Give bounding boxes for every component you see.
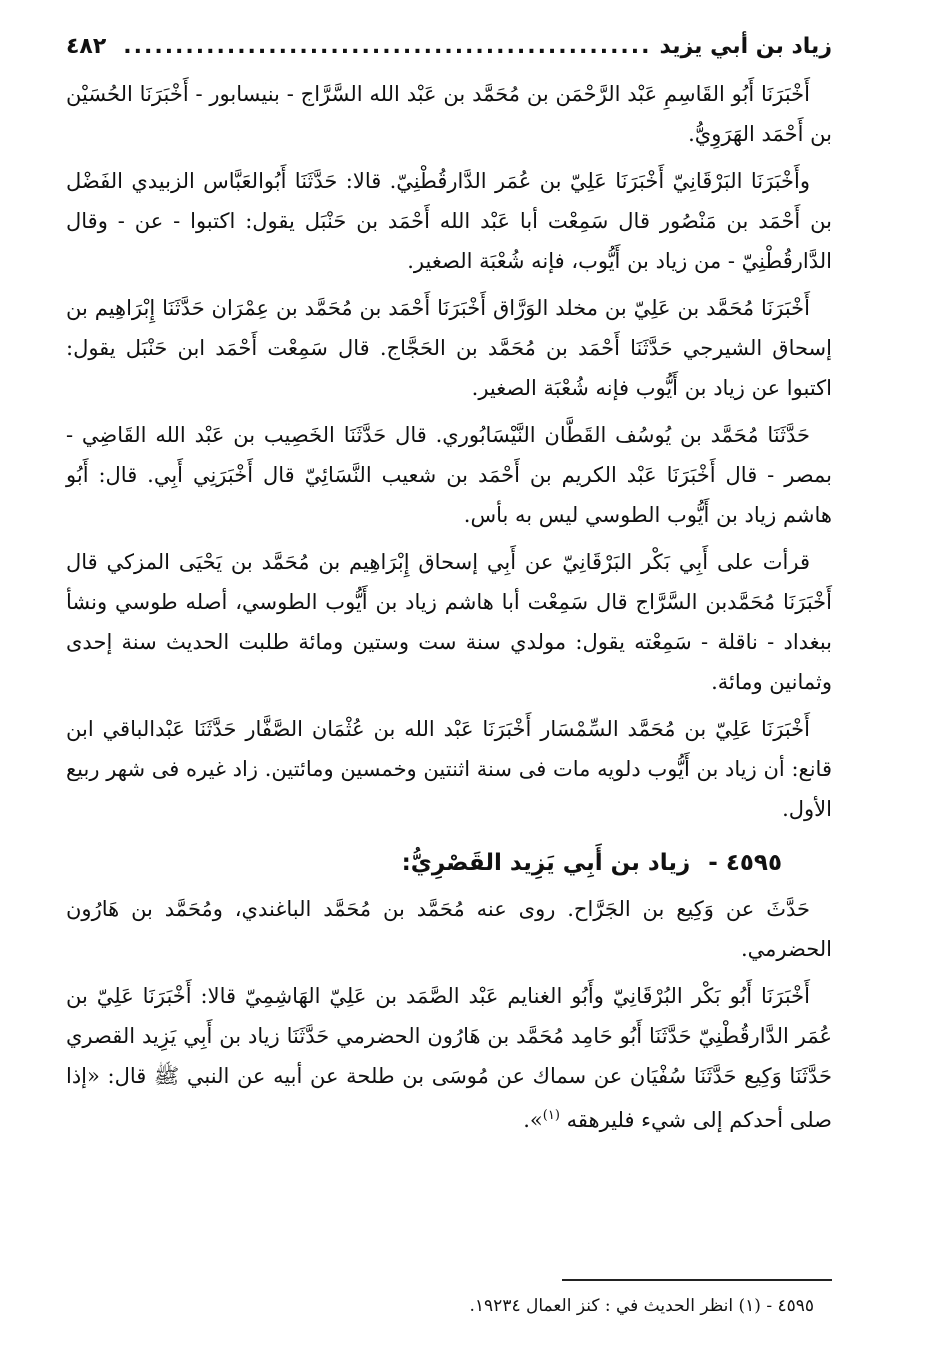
- book-page: [66, 34, 832, 1334]
- entry-heading: [66, 843, 832, 883]
- footnote-marker[interactable]: (١): [542, 1108, 560, 1123]
- entry-number: ٤٥٩٥ -: [708, 850, 782, 876]
- running-head-title: زياد بن أبي يزيد: [659, 34, 832, 59]
- paragraph: حَدَّثَنَا مُحَمَّد بن يُوسُف القَطَّان النَّيْسَابُوري. قال حَدَّثَنَا الخَصِيب بن عَبْد الله القَاضِي - بمصر - قال أَخْبَرَنَا عَبْد الكريم بن أَحْمَد بن شعيب النَّسَائِيّ قال أَخْبَرَنِي أَبِي. قال: أَبُو هاشم زياد بن أَيُّوب الطوسي ليس به بأس.: [66, 423, 832, 527]
- paragraph-with-footnote: [66, 976, 832, 1140]
- paragraph: أَخْبَرَنَا عَلِيّ بن مُحَمَّد السِّمْسَار أَخْبَرَنَا عَبْد الله بن عُثْمَان الصَّفَّار حَدَّثَنَا عَبْدالباقي ابن قانع: أن زياد بن أَيُّوب دلويه مات فى سنة اثنتين وخمسين ومائتين. زاد غيره فى شهر ربيع الأول.: [66, 717, 832, 821]
- page-number: ٤٨٢: [66, 34, 107, 59]
- paragraph-text: أَخْبَرَنَا أَبُو بَكْر البُرْقَانِيّ وأَبُو الغنايم عَبْد الصَّمَد بن عَلِيّ الهَاشِمِيّ قالا: أَخْبَرَنَا عَلِيّ بن عُمَر الدَّارقُطْنِيّ حَدَّثَنَا أَبُو حَامِد مُحَمَّد بن هَارُون الحضرمي حَدَّثَنَا زياد بن أَبِي يَزِيد القصري حَدَّثَنَا وَكِيع حَدَّثَنَا سُفْيَان عن سماك عن مُوسَى بن طلحة عن أبيه عن النبي ﷺ قال: «إذا صلى أحدكم إلى شيء فليرهقه: [66, 984, 832, 1132]
- footnote: ٤٥٩٥ - (١) انظر الحديث في : كنز العمال ١٩٢٣٤.: [469, 1296, 814, 1316]
- paragraph: أَخْبَرَنَا أَبُو القَاسِمِ عَبْد الرَّحْمَن بن مُحَمَّد بن عَبْد الله السَّرَّاج - بنيسابور - أَخْبَرَنَا الحُسَيْن بن أَحْمَد الهَرَوِيُّ.: [66, 82, 832, 146]
- entry-title: زياد بن أَبِي يَزِيد القَصْرِيُّ:: [401, 850, 691, 876]
- closing-quote: ».: [523, 1108, 543, 1132]
- body-text: [66, 74, 832, 1140]
- paragraph: أَخْبَرَنَا مُحَمَّد بن عَلِيّ بن مخلد الوَرَّاق أَخْبَرَنَا أَحْمَد بن مُحَمَّد بن عِمْرَان حَدَّثَنَا إِبْرَاهِيم بن إسحاق الشيرجي حَدَّثَنَا أَحْمَد بن مُحَمَّد بن الحَجَّاج. قال سَمِعْت أَحْمَد ابن حَنْبَل يقول: اكتبوا عن زياد بن أَيُّوب فإنه شُعْبَة الصغير.: [66, 296, 832, 400]
- paragraph: قرأت على أَبِي بَكْر البَرْقَانِيّ عن أَبِي إسحاق إِبْرَاهِيم بن مُحَمَّد بن يَحْيَى المزكي قال أَخْبَرَنَا مُحَمَّدبن السَّرَّاج قال سَمِعْت أبا هاشم زياد بن أَيُّوب الطوسي، أصله طوسي ونشأ ببغداد - ناقلة - سَمِعْته يقول: مولدي سنة ست وستين ومائة طلبت الحديث سنة إحدى وثمانين ومائة.: [66, 550, 832, 694]
- running-head: [66, 34, 832, 74]
- paragraph: وأَخْبَرَنَا البَرْقَانِيّ أَخْبَرَنَا عَلِيّ بن عُمَر الدَّارقُطْنِيّ. قالا: حَدَّثَنَا أَبُوالعَبَّاس الزبيدي الفَضْل بن أَحْمَد بن مَنْصُور قال سَمِعْت أبا عَبْد الله أَحْمَد بن حَنْبَل يقول: اكتبوا - عن - وقال الدَّارقُطْنِيّ - من زياد بن أَيُّوب، فإنه شُعْبَة الصغير.: [66, 169, 832, 273]
- dot-leader: ...................................................: [123, 34, 652, 59]
- footnote-divider: [562, 1279, 832, 1281]
- paragraph: حَدَّثَ عن وَكِيع بن الجَرَّاح. روى عنه مُحَمَّد بن مُحَمَّد الباغندي، ومُحَمَّد بن هَارُون الحضرمي.: [66, 897, 832, 961]
